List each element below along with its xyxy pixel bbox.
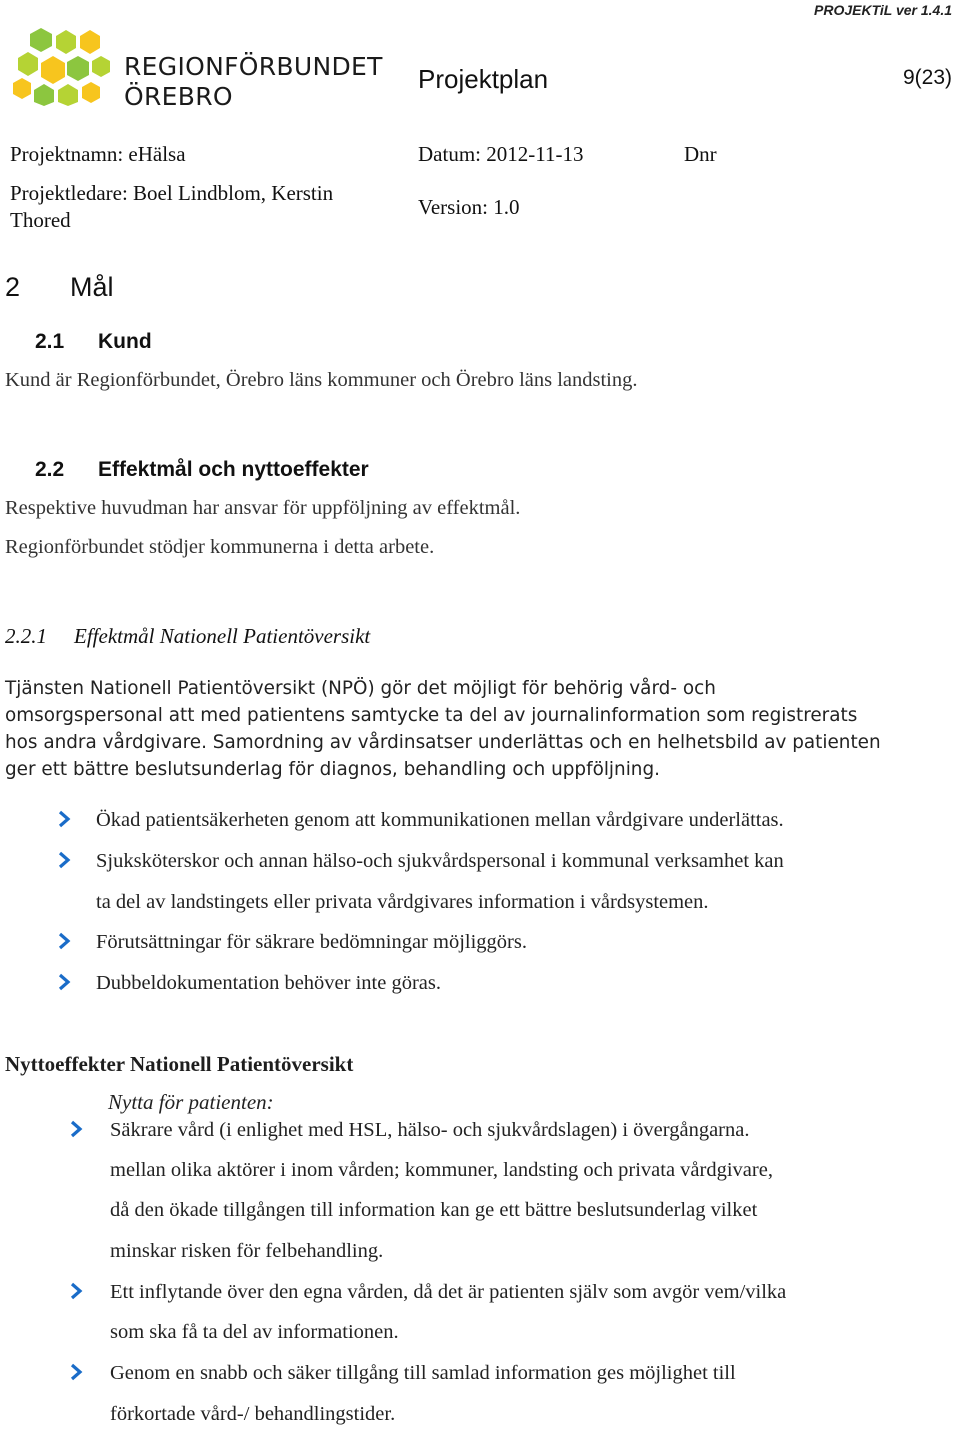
document-date: Datum: 2012-11-13 — [418, 142, 584, 166]
subsubsection-title: Effektmål Nationell Patientöversikt — [74, 624, 371, 648]
benefit-bullet-2-line-2: som ska få ta del av informationen. — [110, 1321, 399, 1343]
benefit-bullet-2-line-1: Ett inflytande över den egna vården, då det är patienten själv som avgör vem/vilka — [110, 1281, 787, 1303]
subsection-number: 2.2 — [35, 458, 65, 481]
subsection-title: Effektmål och nyttoeffekter — [98, 458, 369, 481]
page-number: 9(23) — [902, 66, 952, 89]
subsection-heading-effektmal — [35, 458, 369, 482]
version-tag: PROJEKTiL ver 1.4.1 — [814, 2, 952, 18]
kund-paragraph: Kund är Regionförbundet, Örebro läns kommuner och Örebro läns landsting. — [5, 369, 638, 391]
section-number: 2 — [5, 272, 21, 302]
project-leader-line2: Thored — [10, 208, 71, 232]
section-title: Mål — [70, 272, 114, 302]
benefit-bullet-1-line-4: minskar risken för felbehandling. — [110, 1240, 384, 1262]
npo-paragraph-line-3: hos andra vårdgivare. Samordning av vårdinsatser underlättas och en helhetsbild av patienten — [5, 732, 881, 753]
chevron-right-icon — [58, 810, 72, 828]
chevron-right-icon — [70, 1282, 84, 1300]
subsection-title: Kund — [98, 330, 152, 353]
benefit-bullet-3-line-1: Genom en snabb och säker tillgång till samlad information ges möjlighet till — [110, 1362, 736, 1384]
benefit-bullet-1-line-2: mellan olika aktörer i inom vården; kommuner, landsting och privata vårdgivare, — [110, 1159, 773, 1181]
benefits-heading: Nyttoeffekter Nationell Patientöversikt — [5, 1052, 354, 1076]
subsection-heading-kund — [35, 330, 152, 354]
npo-paragraph-line-2: omsorgspersonal att med patientens samtycke ta del av journalinformation som registrerats — [5, 705, 858, 726]
logo-text-line2: ÖREBRO — [124, 82, 233, 111]
effektmal-line-1: Respektive huvudman har ansvar för uppföljning av effektmål. — [5, 497, 521, 519]
benefits-subheading: Nytta för patienten: — [108, 1090, 274, 1114]
effektmal-bullet-2-line-2: ta del av landstingets eller privata vårdgivares information i vårdsystemen. — [96, 891, 709, 913]
npo-paragraph-line-4: ger ett bättre beslutsunderlag för diagnos, behandling och uppföljning. — [5, 759, 660, 780]
effektmal-bullet-3: Förutsättningar för säkrare bedömningar möjliggörs. — [96, 931, 527, 953]
chevron-right-icon — [58, 973, 72, 991]
subsection-number: 2.1 — [35, 330, 65, 353]
logo-text-line1: REGIONFÖRBUNDET — [124, 52, 383, 81]
benefit-bullet-1-line-3: då den ökade tillgången till information kan ge ett bättre beslutsunderlag vilket — [110, 1199, 758, 1221]
dnr-label: Dnr — [684, 142, 717, 166]
npo-paragraph-line-1: Tjänsten Nationell Patientöversikt (NPÖ) gör det möjligt för behörig vård- och — [5, 678, 716, 699]
section-heading — [5, 272, 114, 303]
effektmal-bullet-4: Dubbeldokumentation behöver inte göras. — [96, 972, 441, 994]
project-leader-line1: Projektledare: Boel Lindblom, Kerstin — [10, 181, 334, 205]
chevron-right-icon — [58, 932, 72, 950]
benefit-bullet-3-line-2: förkortade vård-/ behandlingstider. — [110, 1403, 396, 1425]
project-name: Projektnamn: eHälsa — [10, 142, 186, 166]
chevron-right-icon — [70, 1363, 84, 1381]
effektmal-bullet-2-line-1: Sjuksköterskor och annan hälso-och sjukvårdspersonal i kommunal verksamhet kan — [96, 850, 784, 872]
effektmal-line-2: Regionförbundet stödjer kommunerna i detta arbete. — [5, 536, 435, 558]
logo — [8, 26, 388, 111]
document-title: Projektplan — [418, 64, 549, 94]
chevron-right-icon — [58, 851, 72, 869]
effektmal-bullet-1: Ökad patientsäkerheten genom att kommunikationen mellan vårdgivare underlättas. — [96, 809, 784, 831]
subsubsection-heading — [5, 624, 370, 649]
subsubsection-number: 2.2.1 — [5, 624, 47, 648]
logo-hexagons-icon — [8, 26, 118, 106]
chevron-right-icon — [70, 1120, 84, 1138]
document-version: Version: 1.0 — [418, 195, 520, 219]
benefit-bullet-1-line-1: Säkrare vård (i enlighet med HSL, hälso- och sjukvårdslagen) i övergångarna. — [110, 1119, 750, 1141]
